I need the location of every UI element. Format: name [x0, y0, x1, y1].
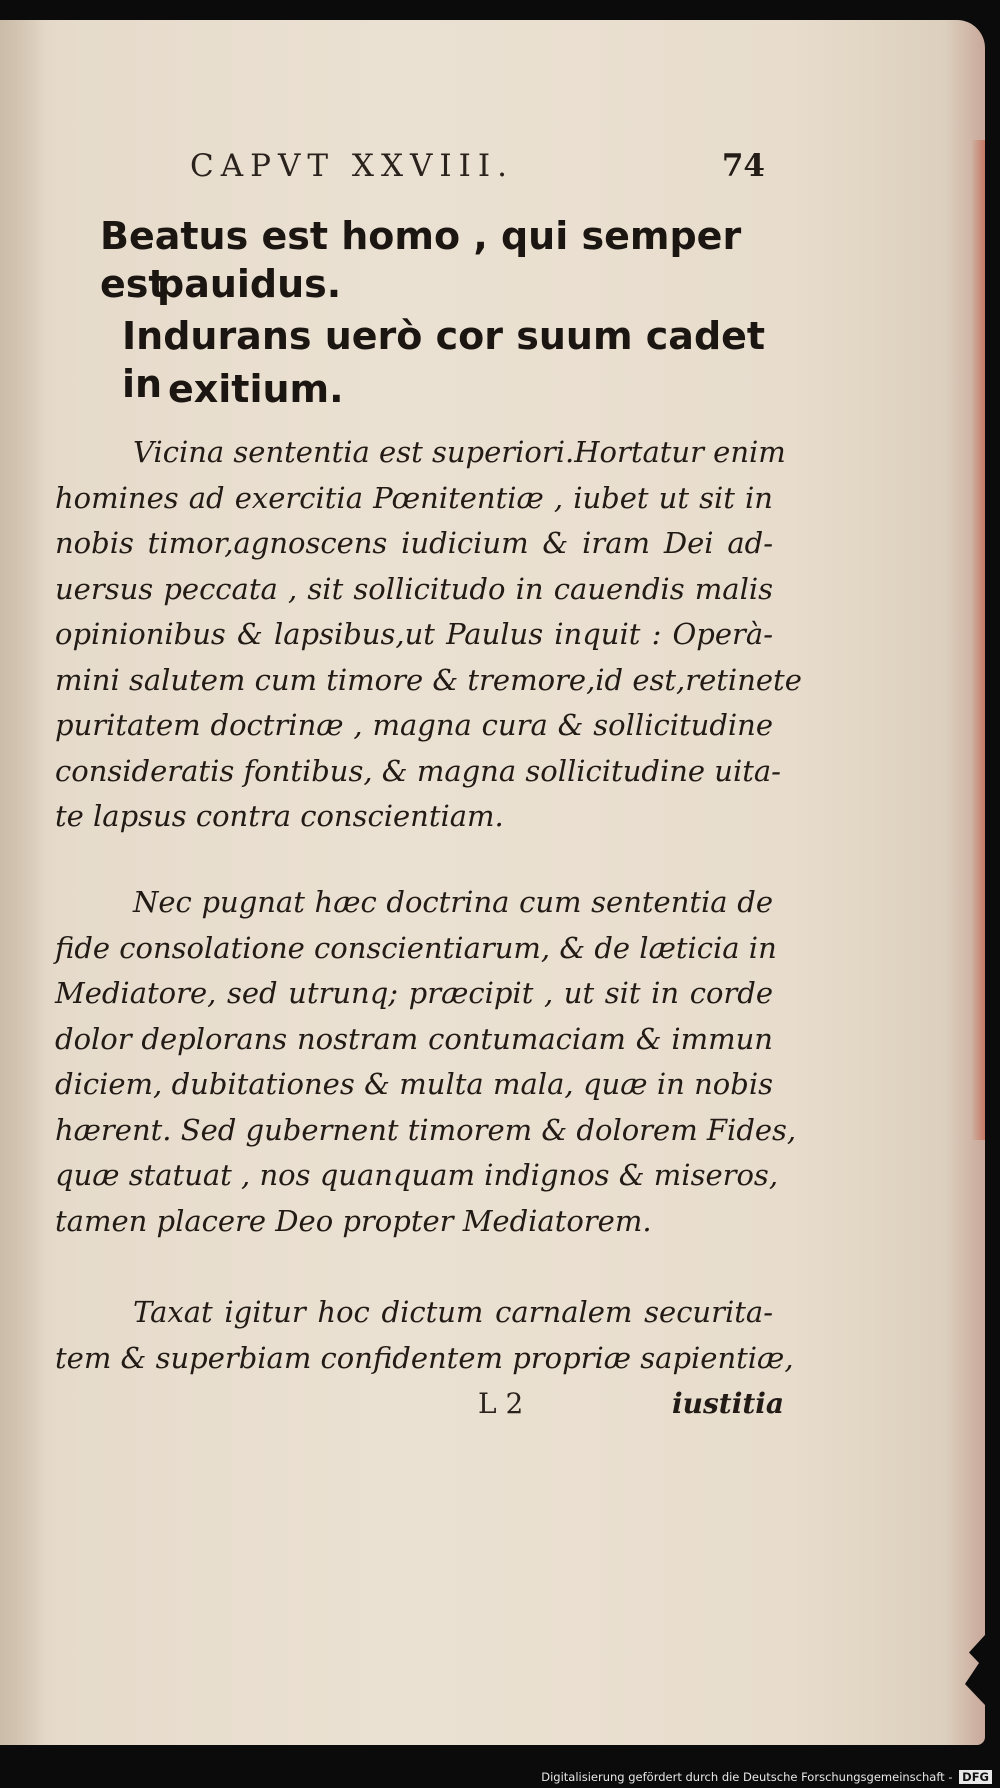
text-line: Taxat igitur hoc dictum carnalem securita- — [133, 1295, 773, 1329]
dfg-logo: DFG — [959, 1770, 992, 1784]
commentary-paragraph — [55, 880, 797, 1244]
signature-mark: L 2 — [478, 1387, 524, 1420]
commentary-paragraph — [55, 430, 802, 840]
page-number: 74 — [721, 148, 765, 184]
verse-line: Beatus est homo , qui semper est — [100, 214, 742, 306]
text-line: homines ad exercitia Pœnitentiæ , iubet ut sit in — [55, 480, 773, 515]
catchword: iustitia — [672, 1387, 785, 1420]
text-line: Nec pugnat hæc doctrina cum sententia de — [133, 885, 773, 919]
book-page — [0, 20, 985, 1745]
page-header — [190, 148, 765, 198]
text-line: Mediatore, sed utrunq; præcipit , ut sit in corde — [55, 976, 773, 1010]
text-line: tem & superbiam confidentem propriæ sapientiæ, — [55, 1340, 794, 1375]
text-line: opinionibus & lapsibus,ut Paulus inquit : Operà- — [55, 617, 773, 651]
text-line: quæ statuat , nos quanquam indignos & miseros, — [55, 1158, 779, 1192]
text-line: nobis timor,agnoscens iudicium & iram Dei ad- — [55, 526, 773, 560]
red-edge-stain — [971, 140, 985, 1140]
digitization-credit — [541, 1770, 992, 1784]
text-line: mini salutem cum timore & tremore,id est,retinete — [55, 662, 802, 697]
text-line: Vicina sententia est superiori.Hortatur enim — [133, 435, 786, 469]
verse-line: pauidus. — [157, 262, 342, 306]
verse-line: Indurans uerò cor suum cadet in — [122, 314, 766, 406]
text-line: hærent. Sed gubernent timorem & dolorem Fides, — [55, 1112, 797, 1147]
credit-text: Digitalisierung gefördert durch die Deutsche Forschungsgemeinschaft - — [541, 1770, 953, 1784]
running-title: CAPVT XXVIII. — [190, 148, 514, 184]
text-line: fide consolatione conscientiarum, & de læticia in — [55, 930, 777, 965]
text-line: puritatem doctrinæ , magna cura & sollicitudine — [55, 708, 773, 742]
text-line: diciem, dubitationes & multa mala, quæ in nobis — [55, 1067, 773, 1101]
torn-corner — [945, 1635, 985, 1705]
verse-line: exitium. — [168, 367, 344, 411]
text-line: uersus peccata , sit sollicitudo in cauendis malis — [55, 571, 773, 606]
page-gutter-shadow — [0, 20, 45, 1745]
text-line: tamen placere Deo propter Mediatorem. — [55, 1203, 652, 1238]
text-line: dolor deplorans nostram contumaciam & immun — [55, 1021, 773, 1056]
text-line: te lapsus contra conscientiam. — [55, 799, 504, 833]
text-line: consideratis fontibus, & magna sollicitudine uita- — [55, 753, 781, 788]
commentary-paragraph — [55, 1290, 794, 1381]
